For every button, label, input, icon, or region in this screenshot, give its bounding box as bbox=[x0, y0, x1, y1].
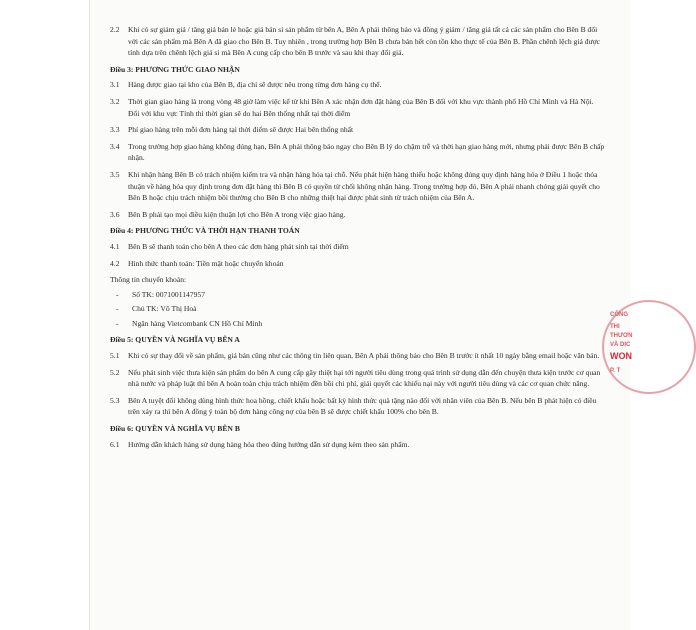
bullet-dash: - bbox=[116, 304, 119, 314]
bank-line-text: Ngân hàng Vietcombank CN Hồ Chí Minh bbox=[132, 318, 263, 328]
stamp-text-3: THƯƠN bbox=[610, 333, 633, 339]
clause-number: 3.1 bbox=[110, 80, 120, 90]
clause-number: 5.1 bbox=[110, 351, 120, 361]
clause-text: Bên B sẽ thanh toán cho bên A theo các đơn hàng phát sinh tại thời điểm bbox=[128, 241, 349, 251]
stamp-text-4: VÀ DỊC bbox=[610, 342, 631, 348]
bank-name bbox=[110, 318, 606, 330]
clause-number: 3.3 bbox=[110, 125, 120, 135]
clause-number: 3.6 bbox=[110, 209, 120, 219]
section-heading-5: Điều 5: QUYỀN VÀ NGHĨA VỤ BÊN A bbox=[110, 335, 240, 345]
section-heading-3: Điều 3: PHƯƠNG THỨC GIAO NHẬN bbox=[110, 64, 240, 74]
bank-account-number bbox=[110, 289, 606, 301]
clause-2-2 bbox=[110, 24, 606, 59]
clause-text: Bên A tuyệt đối không dùng hình thức hoa hồng, chiết khấu hoặc bất kỳ hình thức quà tặng nào đối với nhân viên của Bên B. Nếu bên B phát hiện có điều trên xảy ra thì bên A đồng ý toàn bộ đơn hàng công nợ của bên B sẽ được chiết khấu 100% cho bên B. bbox=[128, 395, 597, 417]
clause-number: 6.1 bbox=[110, 439, 120, 449]
document-page bbox=[90, 0, 633, 630]
clause-text: Khi có sự thay đổi về sản phẩm, giá bán cũng như các thông tin liên quan, Bên A phải thông báo cho Bên B trước ít nhất 10 ngày bằng email hoặc văn bản. bbox=[128, 351, 600, 361]
bullet-dash: - bbox=[116, 289, 119, 299]
bank-line-text: Số TK: 0071001147957 bbox=[132, 289, 205, 299]
clause-3-6 bbox=[110, 209, 606, 221]
stamp-circle bbox=[602, 300, 696, 394]
clause-3-4 bbox=[110, 141, 606, 164]
clause-text: Thời gian giao hàng là trong vòng 48 giờ làm việc kể từ khi Bên A xác nhận đơn đặt hàng của Bên B đối với khu vực thành phố Hồ Chí Minh và Hà Nội. Đối với khu vực Tỉnh thì thời gian sẽ do hai Bên thống nhất tại thời điểm bbox=[128, 96, 594, 118]
clause-number: 3.5 bbox=[110, 169, 120, 179]
clause-text: Hướng dẫn khách hàng sử dụng hàng hóa theo đúng hướng dẫn sử dụng kèm theo sản phẩm. bbox=[128, 439, 410, 449]
stamp-text-2: THI bbox=[610, 324, 620, 330]
clause-number: 2.2 bbox=[110, 25, 120, 34]
clause-number: 3.2 bbox=[110, 96, 120, 106]
clause-text: Khi có sự giảm giá / tăng giá bán lẻ hoặc giá bán sỉ sản phẩm từ bên A, Bên A phải thông báo và đồng ý giảm / tăng giá tất cả các sản phẩm cho Bên B đối với các sản phẩm mà Bên A đã giao cho Bên B. Tuy nhiên , trong trường hợp Bên B chưa bán hết còn tồn kho thực tế của Bên B. Phần chênh lệch giá được tính dựa trên chênh lệch giá sỉ mà Bên A cung cấp cho bên B trước và sau khi thay đổi giá. bbox=[128, 25, 601, 58]
clause-3-1 bbox=[110, 79, 606, 91]
clause-text: Trong trường hợp giao hàng không đúng hạn, Bên A phải thông báo ngay cho Bên B lý do chậm trễ và thời hạn giao hàng mới, nhưng phải được Bên B chấp nhận. bbox=[128, 141, 605, 163]
bullet-dash: - bbox=[116, 318, 119, 328]
clause-text: Hàng được giao tại kho của Bên B, địa chỉ sẽ được nêu trong từng đơn hàng cụ thể. bbox=[128, 80, 382, 90]
stamp-text-1: CÔNG bbox=[610, 312, 628, 318]
section-heading-6: Điều 6: QUYỀN VÀ NGHĨA VỤ BÊN B bbox=[110, 424, 240, 434]
clause-5-2 bbox=[110, 367, 606, 390]
bank-account-holder bbox=[110, 303, 606, 315]
clause-number: 5.2 bbox=[110, 367, 120, 377]
bank-line-text: Chủ TK: Võ Thị Hoà bbox=[132, 304, 197, 314]
clause-number: 4.1 bbox=[110, 241, 120, 251]
clause-5-3 bbox=[110, 395, 606, 418]
clause-3-3 bbox=[110, 124, 606, 136]
clause-number: 5.3 bbox=[110, 395, 120, 405]
clause-text: Phí giao hàng trên mỗi đơn hàng tại thời điểm sẽ được Hai bên thống nhất bbox=[128, 125, 354, 135]
clause-3-2 bbox=[110, 96, 606, 119]
company-stamp bbox=[602, 300, 632, 386]
clause-5-1 bbox=[110, 350, 606, 362]
clause-text: Hình thức thanh toán: Tiền mặt hoặc chuyển khoản bbox=[128, 258, 284, 268]
clause-text: Khi nhận hàng Bên B có trách nhiệm kiểm tra và nhận hàng hóa tại chỗ. Nếu phát hiện hàng thiếu hoặc không đúng quy định hàng hóa ở Điều 1 hoặc thỏa thuận về hàng hóa quy định trong đơn đặt hàng thì Bên B có quyền từ chối không nhận hàng. Trong trường hợp đó, Bên A phải nhanh chóng giải quyết cho Bên B hoặc chịu trách nhiệm bồi thường cho Bên B cho những thiệt hại được phát sinh từ trách nhiệm của Bên A. bbox=[128, 169, 600, 203]
clause-number: 3.4 bbox=[110, 141, 120, 151]
clause-3-5 bbox=[110, 169, 606, 204]
clause-number: 4.2 bbox=[110, 258, 120, 268]
section-heading-4: Điều 4: PHƯƠNG THỨC VÀ THỜI HẠN THANH TOÁN bbox=[110, 226, 300, 236]
document-body bbox=[110, 24, 606, 450]
clause-text: Nếu phát sinh việc thưa kiện sản phẩm do bên A cung cấp gây thiệt hại tới người tiêu dùng trong quá trình sử dụng dẫn đến chuyện thưa kiện trước cơ quan nhà nước và pháp luật thì bên A hoàn toàn chịu trách nhiệm đền bồi chi phí, giải quyết các khiếu nại này với người tiêu dùng và các cơ quan chức năng. bbox=[128, 367, 601, 389]
clause-text: Bên B phải tạo mọi điều kiện thuận lợi cho Bên A trong việc giao hàng. bbox=[128, 209, 346, 219]
clause-4-1 bbox=[110, 241, 606, 253]
stamp-text-5: WON bbox=[610, 351, 632, 361]
clause-6-1 bbox=[110, 439, 606, 451]
clause-4-2 bbox=[110, 258, 606, 270]
stamp-text-6: P. T bbox=[610, 368, 621, 374]
transfer-info-label: Thông tin chuyển khoản: bbox=[110, 275, 187, 285]
